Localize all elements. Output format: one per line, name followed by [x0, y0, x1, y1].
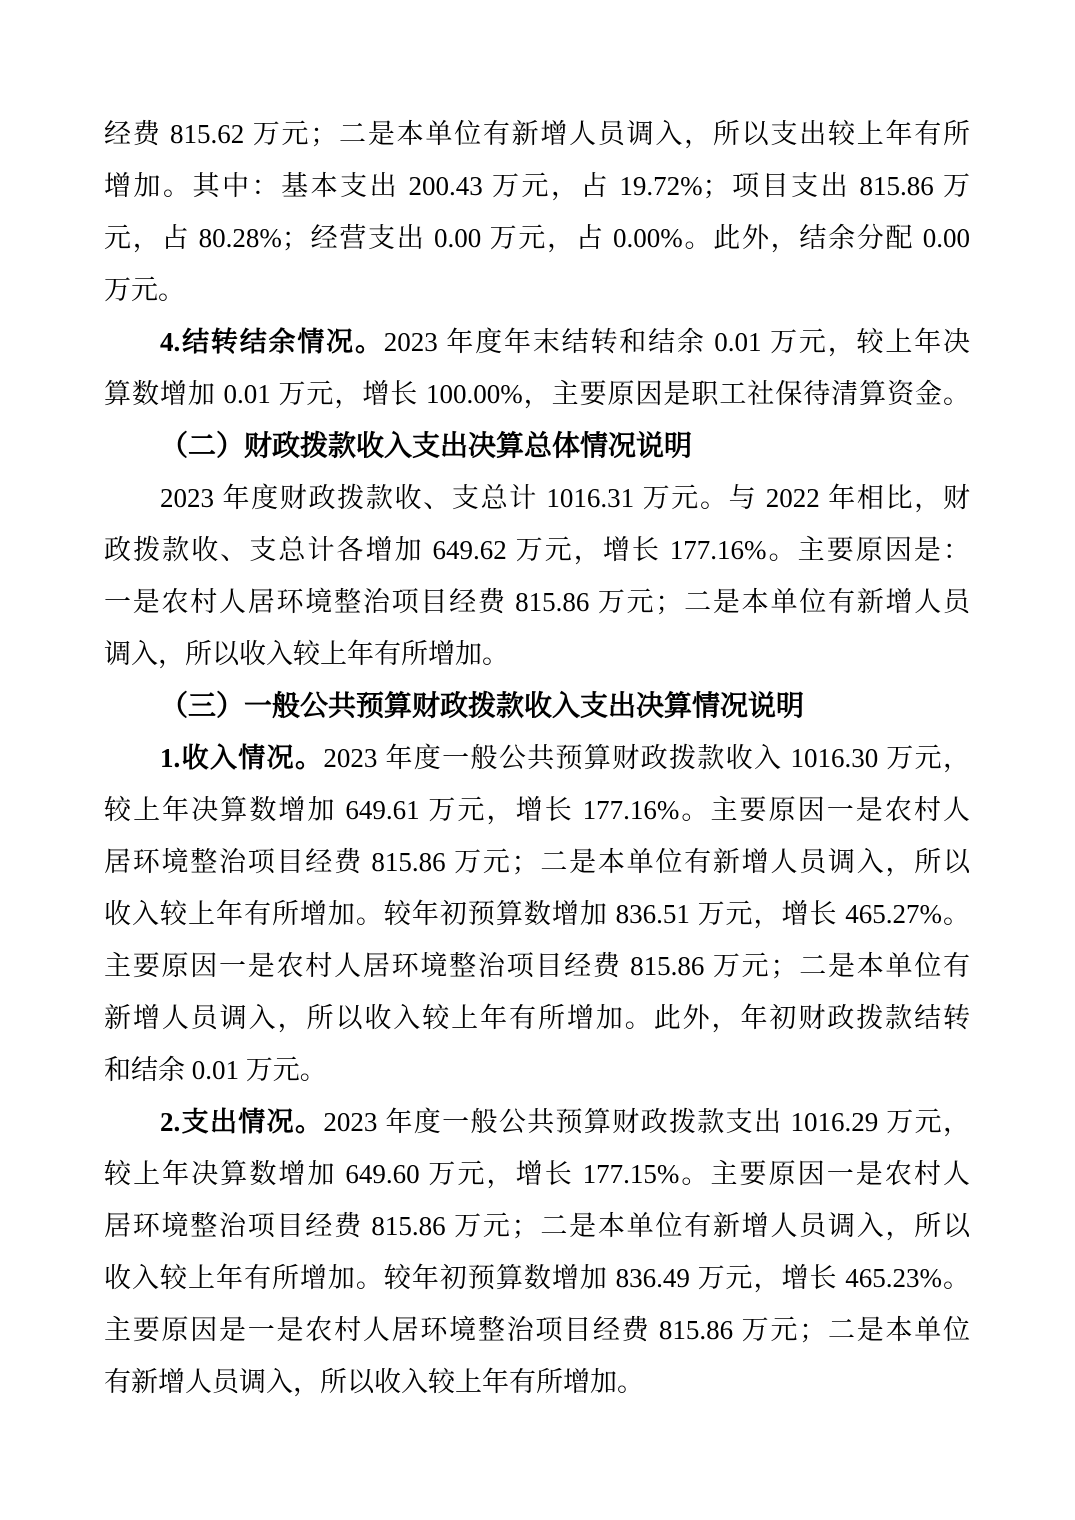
text-line — [104, 836, 970, 888]
text-run: 增加。其中：基本支出 200.43 万元，占 19.72%；项目支出 815.86 万 — [104, 171, 970, 201]
text-run: 万元。 — [104, 275, 185, 305]
text-line — [104, 1044, 970, 1096]
text-run: 2023 年度一般公共预算财政拨款收入 1016.30 万元， — [323, 743, 970, 773]
text-line — [104, 628, 970, 680]
text-run: 居环境整治项目经费 815.86 万元；二是本单位有新增人员调入，所以 — [104, 847, 970, 877]
paragraph — [104, 108, 970, 316]
text-line — [104, 888, 970, 940]
text-line — [104, 524, 970, 576]
text-line — [104, 1304, 970, 1356]
paragraph — [104, 732, 970, 1096]
text-line — [104, 1252, 970, 1304]
text-line — [104, 160, 970, 212]
text-run: 有新增人员调入，所以收入较上年有所增加。 — [104, 1367, 644, 1397]
text-line — [104, 472, 970, 524]
bold-text-run: 2.支出情况。 — [160, 1107, 324, 1137]
heading-line — [104, 680, 970, 732]
text-run: 经费 815.62 万元；二是本单位有新增人员调入，所以支出较上年有所 — [104, 119, 970, 149]
text-line — [104, 264, 970, 316]
text-run: （三）一般公共预算财政拨款收入支出决算情况说明 — [160, 690, 805, 721]
paragraph — [104, 316, 970, 420]
bold-text-run: 4.结转结余情况。 — [160, 327, 384, 357]
heading-line — [104, 420, 970, 472]
text-line — [104, 784, 970, 836]
bold-text-run: 1.收入情况。 — [160, 743, 324, 773]
text-line — [104, 1096, 970, 1148]
text-run: 主要原因是一是农村人居环境整治项目经费 815.86 万元；二是本单位 — [104, 1315, 970, 1345]
text-line — [104, 1148, 970, 1200]
text-run: 较上年决算数增加 649.61 万元，增长 177.16%。主要原因一是农村人 — [104, 795, 970, 825]
text-line — [104, 108, 970, 160]
section-heading — [104, 680, 970, 732]
text-run: 元，占 80.28%；经营支出 0.00 万元，占 0.00%。此外，结余分配 0.00 — [104, 223, 970, 253]
text-run: 政拨款收、支总计各增加 649.62 万元，增长 177.16%。主要原因是： — [104, 535, 970, 565]
text-run: 收入较上年有所增加。较年初预算数增加 836.49 万元，增长 465.23%。 — [104, 1263, 970, 1293]
text-line — [104, 212, 970, 264]
text-run: 主要原因一是农村人居环境整治项目经费 815.86 万元；二是本单位有 — [104, 951, 970, 981]
text-run: 一是农村人居环境整治项目经费 815.86 万元；二是本单位有新增人员 — [104, 587, 970, 617]
text-run: （二）财政拨款收入支出决算总体情况说明 — [160, 430, 693, 461]
text-line — [104, 732, 970, 784]
text-line — [104, 316, 970, 368]
text-run: 新增人员调入，所以收入较上年有所增加。此外，年初财政拨款结转 — [104, 1003, 970, 1033]
text-line — [104, 1356, 970, 1408]
text-run: 调入，所以收入较上年有所增加。 — [104, 639, 509, 669]
paragraph — [104, 1096, 970, 1408]
section-heading — [104, 420, 970, 472]
text-run: 居环境整治项目经费 815.86 万元；二是本单位有新增人员调入，所以 — [104, 1211, 970, 1241]
text-line — [104, 940, 970, 992]
text-run: 2023 年度一般公共预算财政拨款支出 1016.29 万元， — [323, 1107, 970, 1137]
text-run: 收入较上年有所增加。较年初预算数增加 836.51 万元，增长 465.27%。 — [104, 899, 970, 929]
text-run: 算数增加 0.01 万元，增长 100.00%，主要原因是职工社保待清算资金。 — [104, 379, 970, 409]
text-line — [104, 576, 970, 628]
text-line — [104, 368, 970, 420]
text-run: 2023 年度财政拨款收、支总计 1016.31 万元。与 2022 年相比，财 — [160, 483, 970, 513]
text-run: 较上年决算数增加 649.60 万元，增长 177.15%。主要原因一是农村人 — [104, 1159, 970, 1189]
paragraph — [104, 472, 970, 680]
text-line — [104, 992, 970, 1044]
text-run: 2023 年度年末结转和结余 0.01 万元，较上年决 — [383, 327, 970, 357]
text-line — [104, 1200, 970, 1252]
text-run: 和结余 0.01 万元。 — [104, 1055, 327, 1085]
